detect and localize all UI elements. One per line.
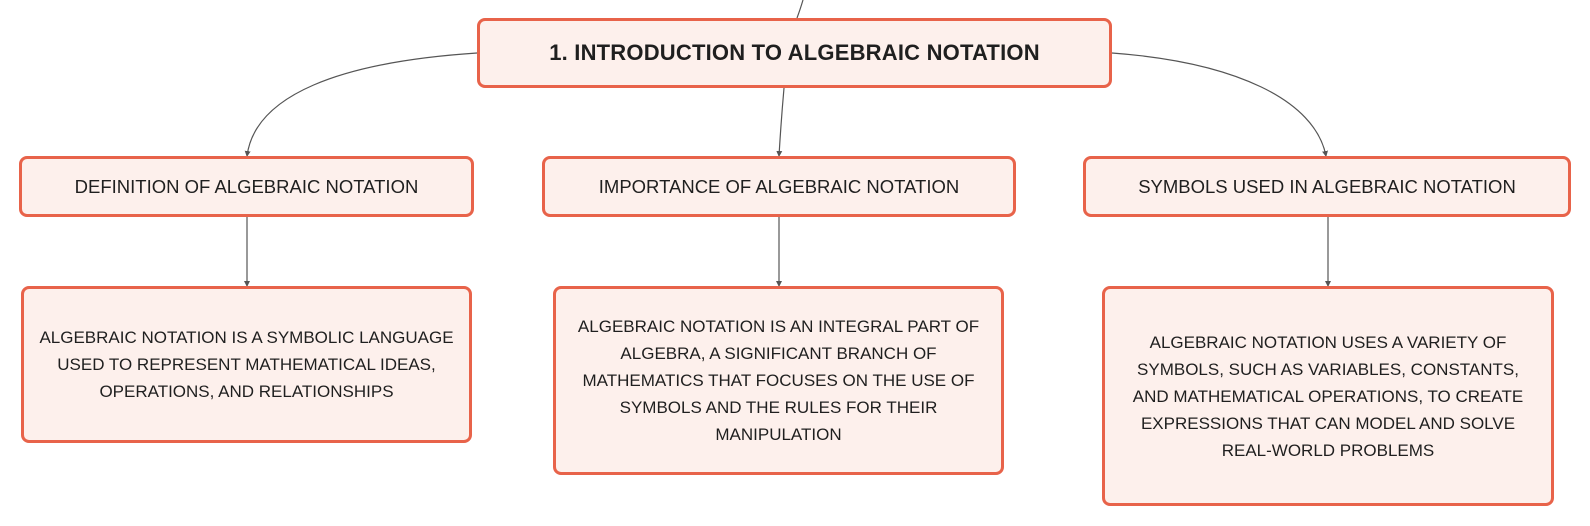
connector-from-parent <box>797 0 803 18</box>
connector-root-to-topic-1 <box>247 53 477 156</box>
topic-label: IMPORTANCE OF ALGEBRAIC NOTATION <box>598 175 960 197</box>
detail-node-importance[interactable] <box>553 286 1004 475</box>
root-label: 1. INTRODUCTION TO ALGEBRAIC NOTATION <box>549 40 1040 65</box>
detail-text: ALGEBRAIC NOTATION IS AN INTEGRAL PART OF ALGEBRA, A SIGNIFICANT BRANCH OF MATHEMATICS THAT FOCUSES ON THE USE OF SYMBOLS AND THE RULES FOR THEIR MANIPULATION <box>577 317 980 444</box>
connector-root-to-topic-3 <box>1112 53 1326 156</box>
detail-text: ALGEBRAIC NOTATION IS A SYMBOLIC LANGUAGE USED TO REPRESENT MATHEMATICAL IDEAS, OPERATIONS, AND RELATIONSHIPS <box>39 328 454 401</box>
topic-node-definition[interactable] <box>19 156 474 217</box>
detail-node-definition[interactable] <box>21 286 472 443</box>
root-node[interactable] <box>477 18 1112 88</box>
connector-root-to-topic-2 <box>779 88 784 156</box>
topic-label: DEFINITION OF ALGEBRAIC NOTATION <box>74 175 419 197</box>
topic-node-importance[interactable] <box>542 156 1016 217</box>
topic-node-symbols[interactable] <box>1083 156 1571 217</box>
detail-text: ALGEBRAIC NOTATION USES A VARIETY OF SYMBOLS, SUCH AS VARIABLES, CONSTANTS, AND MATHEMATICAL OPERATIONS, TO CREATE EXPRESSIONS THAT CAN MODEL AND SOLVE REAL-WORLD PROBLEMS <box>1132 332 1524 460</box>
topic-label: SYMBOLS USED IN ALGEBRAIC NOTATION <box>1138 175 1516 197</box>
detail-node-symbols[interactable] <box>1102 286 1554 506</box>
